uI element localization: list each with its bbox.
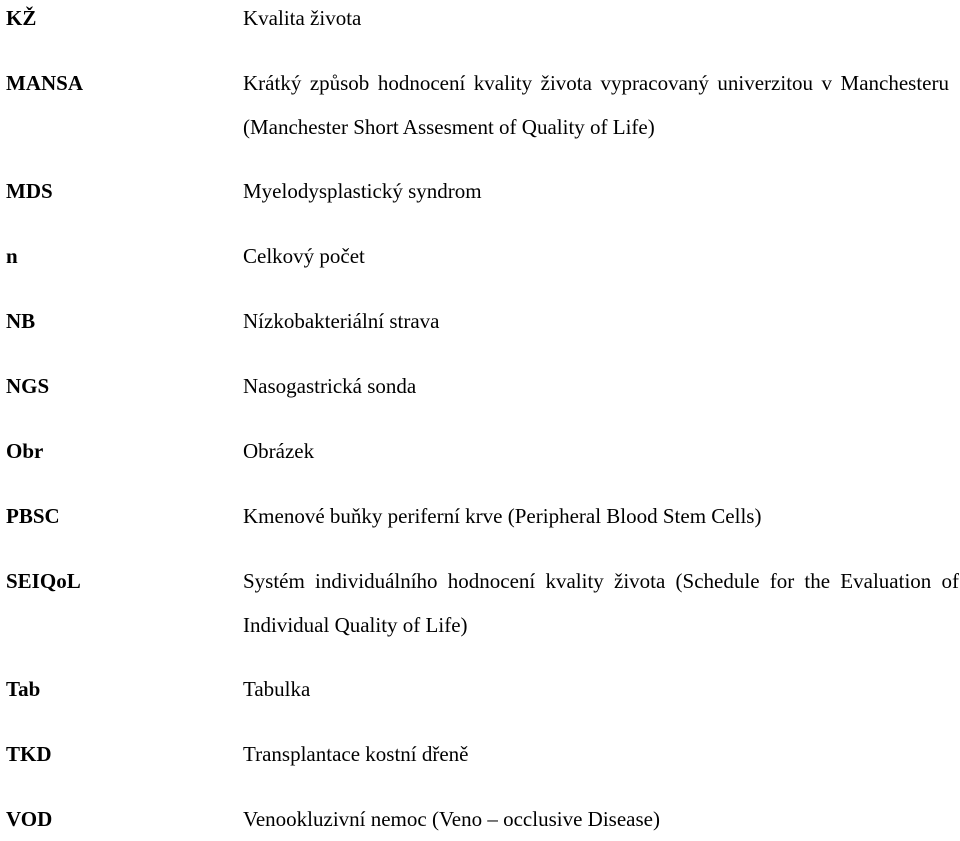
abbreviation-definition: Celkový počet	[243, 244, 365, 268]
abbreviation-definition: Tabulka	[243, 677, 311, 701]
abbreviation-term: Obr	[6, 439, 44, 463]
abbreviation-term: SEIQoL	[6, 569, 81, 593]
abbreviation-term: KŽ	[6, 6, 37, 30]
abbreviation-term: NB	[6, 309, 36, 333]
abbreviation-definition: Myelodysplastický syndrom	[243, 179, 482, 203]
abbreviation-definition: Obrázek	[243, 439, 315, 463]
abbreviation-term: MANSA	[6, 71, 83, 95]
abbreviation-definition: Kvalita života	[243, 6, 362, 30]
abbreviation-term: n	[6, 244, 18, 268]
abbreviation-definition: Kmenové buňky periferní krve (Peripheral Blood Stem Cells)	[243, 504, 762, 528]
abbreviation-term: MDS	[6, 179, 53, 203]
abbreviation-definition: Nízkobakteriální strava	[243, 309, 440, 333]
abbreviation-term: TKD	[6, 742, 52, 766]
abbreviation-term: PBSC	[6, 504, 60, 528]
abbreviation-definition: Transplantace kostní dřeně	[243, 742, 469, 766]
abbreviation-definition: Systém individuálního hodnocení kvality života (Schedule for the Evaluation of Individual Quality of Life)	[243, 569, 959, 637]
abbreviation-definition: Venookluzivní nemoc (Veno – occlusive Disease)	[243, 807, 660, 831]
abbreviation-definition: Krátký způsob hodnocení kvality života vypracovaný univerzitou v Manchesteru (Manchester Short Assesment of Quality of Life)	[243, 71, 949, 139]
abbreviation-term: VOD	[6, 807, 53, 831]
abbreviation-term: Tab	[6, 677, 41, 701]
abbreviation-definition: Nasogastrická sonda	[243, 374, 417, 398]
abbreviation-term: NGS	[6, 374, 50, 398]
